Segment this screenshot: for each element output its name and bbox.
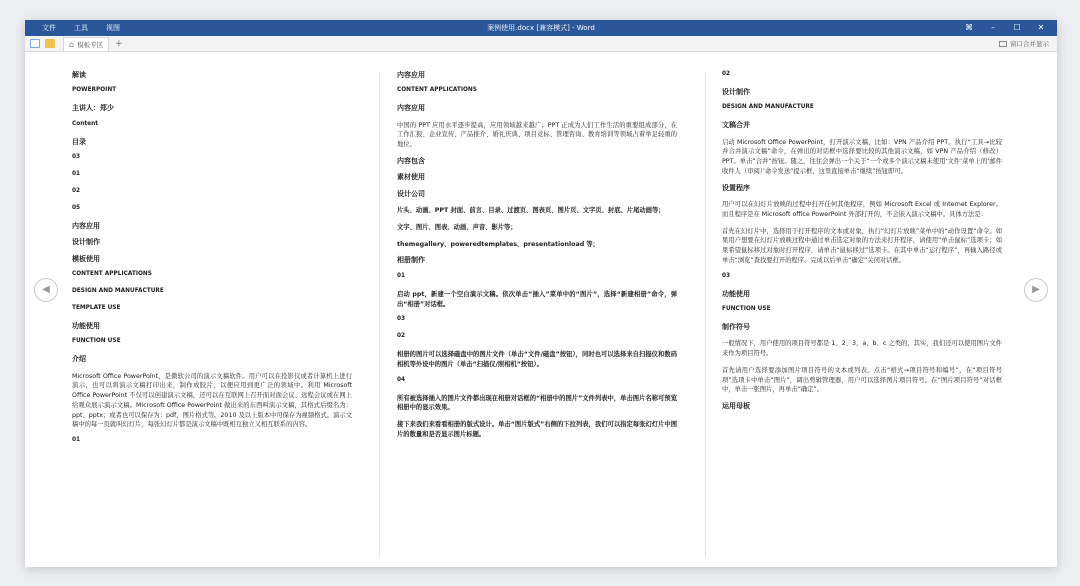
restore-icon[interactable]: ⌘ bbox=[965, 23, 973, 32]
merge-label: 窗口合并显示 bbox=[1010, 40, 1049, 48]
list-number: 01 bbox=[72, 437, 81, 444]
next-page-button[interactable] bbox=[1024, 278, 1048, 302]
heading: 内容应用 bbox=[72, 221, 100, 230]
maximize-icon[interactable]: ☐ bbox=[1013, 23, 1021, 32]
paragraph: 用户可以在幻灯片放映的过程中打开任何其他程序，例如 Microsoft Excel 或 Internet Explorer。而且程序是在 Microsoft office PowerPoint 外部打开的，不会嵌入演示文稿中。具体方法是： bbox=[722, 201, 1002, 218]
heading: 目录 bbox=[72, 137, 86, 146]
subheading: POWERPOINT bbox=[72, 87, 117, 94]
paragraph: themegallery、poweredtemplates、presentationload 等； bbox=[397, 240, 599, 248]
column-divider bbox=[379, 72, 380, 557]
menu-item-file[interactable]: 文件 bbox=[42, 24, 56, 32]
subheading: FUNCTION USE bbox=[72, 338, 121, 345]
paragraph: 启动 Microsoft Office PowerPoint，打开演示文稿，比如：VPN 产品介绍 PPT。执行“工具→比较并合并演示文稿”命令，在弹出的对话框中选择要比较的其他演示文稿，如 VPN 产品介绍（修改）PPT。单击“合并”按钮。随之，往往会弹出一个关于“一个或多个演示文稿未使用‘文件’菜单上的‘邮件收件人（审阅）’命令发送”提示框，这里直接单击“继续”按钮即可。 bbox=[722, 138, 1002, 175]
new-document-icon[interactable] bbox=[30, 39, 40, 48]
heading: 设计制作 bbox=[722, 87, 750, 96]
list-number: 03 bbox=[397, 316, 406, 323]
chevron-right-icon: ▶ bbox=[1032, 284, 1040, 295]
column-middle bbox=[397, 71, 677, 447]
subheading: DESIGN AND MANUFACTURE bbox=[722, 104, 814, 111]
previous-page-button[interactable] bbox=[34, 278, 58, 302]
tab-template-zone[interactable] bbox=[63, 37, 109, 51]
paragraph: 文字、图片、图表、动画、声音、影片等； bbox=[397, 223, 517, 231]
merge-windows-button[interactable] bbox=[999, 36, 1049, 52]
heading: 设计公司 bbox=[397, 189, 425, 198]
tab-label: 模板专区 bbox=[77, 40, 104, 49]
heading: 模板使用 bbox=[72, 254, 100, 263]
list-number: 01 bbox=[72, 171, 81, 178]
menu-bar bbox=[33, 20, 129, 36]
column-left bbox=[72, 71, 352, 454]
list-number: 05 bbox=[72, 204, 81, 211]
menu-item-view[interactable]: 视图 bbox=[106, 24, 120, 32]
add-tab-button[interactable]: + bbox=[115, 38, 123, 49]
paragraph: 首先请用户选择要添加图片项目符号的文本或列表。点击“格式→项目符号和编号”，在“项目符号项”选项卡中单击“图片”，调出剪辑管理器，用户可以选择图片项目符号。在“图片项目符号”对话框中，单击一张图片，再单击“确定”。 bbox=[722, 366, 1002, 394]
heading: 设计制作 bbox=[72, 238, 100, 247]
subheading: DESIGN AND MANUFACTURE bbox=[72, 288, 164, 295]
subheading: FUNCTION USE bbox=[722, 305, 771, 312]
title-bar bbox=[25, 20, 1057, 36]
heading: 制作符号 bbox=[722, 322, 750, 331]
subheading: TEMPLATE USE bbox=[72, 304, 121, 311]
list-number: 02 bbox=[397, 333, 406, 340]
heading: 内容应用 bbox=[397, 104, 425, 113]
paragraph: 一般情况下，用户使用的项目符号都是 1、2、3，a、b、c 之类的，其实，我们还可以使用图片文件来作为项目符号。 bbox=[722, 340, 1002, 358]
heading: 功能使用 bbox=[72, 321, 100, 330]
window-controls bbox=[957, 20, 1053, 36]
subheading: CONTENT APPLICATIONS bbox=[397, 87, 477, 94]
paragraph: 接下来我们来看看相册的版式设计。单击“图片版式”右侧的下拉列表，我们可以指定每张幻灯片中图片的数量和是否显示图片标题。 bbox=[397, 421, 677, 438]
close-icon[interactable]: ✕ bbox=[1037, 23, 1045, 32]
list-number: 02 bbox=[722, 71, 731, 77]
list-number: 03 bbox=[72, 154, 81, 161]
minimize-icon[interactable]: – bbox=[991, 23, 995, 32]
paragraph: 相册的图片可以选择磁盘中的图片文件（单击“文件/磁盘”按钮），同时也可以选择来自扫描仪和数码相机等外设中的图片（单击“扫描仪/照相机”按钮）。 bbox=[397, 351, 677, 368]
paragraph: Microsoft Office PowerPoint，是微软公司的演示文稿软件。用户可以在投影仪或者计算机上进行演示，也可以将演示文稿打印出来，制作成胶片，以便应用到更广泛的领域中。利用 Microsoft Office PowerPoint 不仅可以创建演示文稿，还可以在互联网上召开面对面会议、远程会议或在网上给观众展示演示文稿。Microsoft Office PowerPoint 做出来的东西叫演示文稿，其格式后缀名为：ppt、pptx；或者也可以保存为：pdf、图片格式等。2010 及以上版本中可保存为视频格式。演示文稿中的每一页就叫幻灯片，每张幻灯片都是演示文稿中既相互独立又相互联系的内容。 bbox=[72, 372, 352, 429]
heading: 设置程序 bbox=[722, 183, 750, 192]
heading: 介绍 bbox=[72, 355, 86, 364]
paragraph: 片头、动画、PPT 封面、前言、目录、过渡页、图表页、图片页、文字页、封底、片尾动画等； bbox=[397, 207, 665, 215]
heading: 内容应用 bbox=[397, 71, 425, 79]
window-merge-icon bbox=[999, 41, 1007, 47]
paragraph: 所有被选择插入的图片文件都出现在相册对话框的“相册中的图片”文件列表中，单击图片名称可预览相册中的显示效果。 bbox=[397, 394, 677, 412]
heading: 内容包含 bbox=[397, 156, 425, 165]
open-folder-icon[interactable] bbox=[45, 39, 55, 48]
heading: 文稿合并 bbox=[722, 121, 750, 130]
list-number: 03 bbox=[722, 272, 731, 279]
list-number: 01 bbox=[397, 272, 406, 279]
paragraph: 启动 ppt，新建一个空白演示文稿。依次单击“插入”菜单中的“图片”，选择“新建相册”命令，弹出“相册”对话框。 bbox=[397, 290, 677, 308]
subheading: CONTENT APPLICATIONS bbox=[72, 271, 152, 278]
column-right bbox=[722, 71, 1002, 418]
heading: 素材使用 bbox=[397, 173, 425, 182]
chevron-left-icon: ◀ bbox=[42, 284, 50, 295]
subheading: Content bbox=[72, 120, 98, 127]
paragraph: 中国的 PPT 应用水平逐步提高，应用领域越来越广；PPT 正成为人们工作生活的重要组成部分，在工作汇报、企业宣传、产品推介、婚礼庆典、项目竞标、管理咨询、教育培训等领域占着举足轻重的地位。 bbox=[397, 121, 677, 149]
heading: 功能使用 bbox=[722, 289, 750, 298]
list-number: 02 bbox=[72, 187, 81, 194]
word-window bbox=[25, 20, 1057, 567]
column-divider bbox=[705, 72, 706, 557]
menu-item-tools[interactable]: 工具 bbox=[74, 24, 88, 32]
heading: 主讲人：郑少 bbox=[72, 104, 114, 113]
document-page[interactable] bbox=[25, 52, 1057, 567]
home-icon: ⌂ bbox=[69, 39, 75, 49]
tab-bar bbox=[25, 36, 1057, 52]
heading: 运用母板 bbox=[722, 402, 750, 411]
window-title: 案例使用.docx [兼容模式] - Word bbox=[487, 24, 595, 32]
list-number: 04 bbox=[397, 376, 406, 383]
heading: 解读 bbox=[72, 71, 86, 79]
heading: 相册制作 bbox=[397, 256, 425, 265]
paragraph: 首先在幻灯片中，选择用于打开程序的文本或对象，执行“幻灯片放映”菜单中的“动作设置”命令。如果用户想要在幻灯片放映过程中通过单击选定对象的方法来打开程序，请使用“单击鼠标”选项卡；如果希望鼠标移过对象时打开程序，请单击“鼠标移过”选项卡。在其中单击“运行程序”，再输入路径或单击“浏览”查找要打开的程序。完成以后单击“确定”关闭对话框。 bbox=[722, 227, 1002, 264]
